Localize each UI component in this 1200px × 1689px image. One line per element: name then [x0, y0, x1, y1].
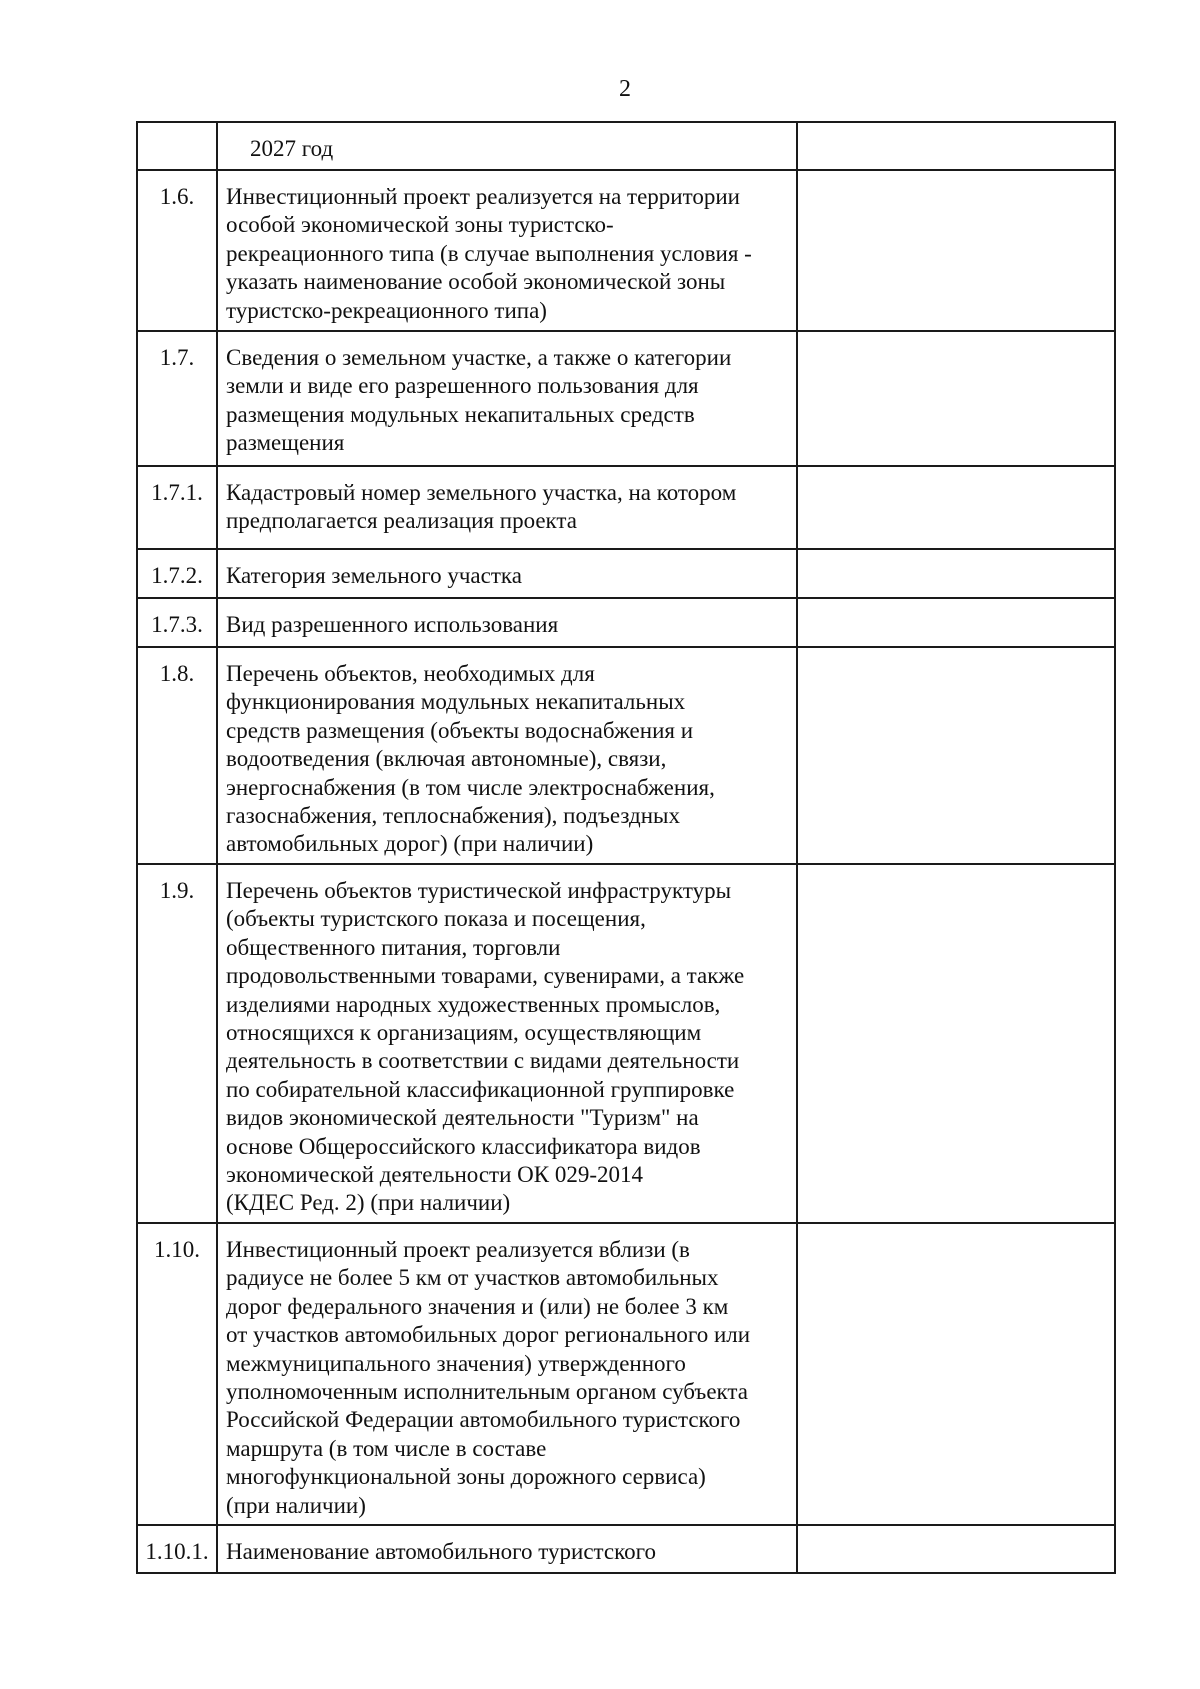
description-line: уполномоченным исполнительным органом субъекта [226, 1378, 748, 1404]
row-description-cell [217, 1223, 797, 1525]
description-line: особой экономической зоны туристско- [226, 212, 614, 238]
row-description-cell [217, 598, 797, 647]
description-line: размещения [226, 430, 345, 456]
row-description-cell [217, 1525, 797, 1573]
description-line: автомобильных дорог) (при наличии) [226, 831, 594, 857]
row-description-cell [217, 466, 797, 549]
description-line: основе Общероссийского классификатора видов [226, 1133, 701, 1159]
description-line: Категория земельного участка [226, 563, 522, 588]
description-line: указать наименование особой экономической зоны [226, 269, 726, 295]
description-line: Инвестиционный проект реализуется вблизи (в [226, 1236, 690, 1262]
description-line: (объекты туристского показа и посещения, [226, 906, 646, 932]
description-line: межмуниципального значения) утвержденного [226, 1350, 686, 1376]
table-row [137, 864, 1115, 1223]
row-number-cell [137, 122, 217, 170]
table-row [137, 549, 1115, 598]
row-number-cell: 1.7.3. [137, 598, 217, 647]
row-description-cell [217, 170, 797, 331]
table-row [137, 1525, 1115, 1573]
row-number-cell: 1.7. [137, 331, 217, 466]
row-description-cell [217, 122, 797, 170]
row-description-cell [217, 647, 797, 864]
row-description-cell [217, 331, 797, 466]
application-form-table [136, 121, 1116, 1574]
table-row [137, 122, 1115, 170]
description-line: видов экономической деятельности "Туризм" на [226, 1105, 699, 1131]
description-line: по собирательной классификационной группировке [226, 1076, 735, 1102]
description-line: дорог федерального значения и (или) не более 3 км [226, 1293, 729, 1319]
description-line: Вид разрешенного использования [226, 612, 559, 637]
description-line: размещения модульных некапитальных средств [226, 401, 695, 427]
description-line: радиусе не более 5 км от участков автомобильных [226, 1265, 719, 1291]
description-line: от участков автомобильных дорог регионального или [226, 1322, 751, 1348]
row-number-cell: 1.10. [137, 1223, 217, 1525]
description-line: Перечень объектов, необходимых для [226, 661, 595, 686]
row-value-cell [797, 170, 1115, 331]
row-value-cell [797, 331, 1115, 466]
description-line: энергоснабжения (в том числе электроснабжения, [226, 774, 715, 800]
description-line: Российской Федерации автомобильного туристского [226, 1407, 741, 1433]
row-number-cell: 1.7.2. [137, 549, 217, 598]
description-line: экономической деятельности ОК 029-2014 [226, 1162, 644, 1188]
description-line: деятельность в соответствии с видами деятельности [226, 1048, 740, 1074]
description-line: предполагается реализация проекта [226, 508, 577, 534]
row-value-cell [797, 466, 1115, 549]
row-number-cell: 1.10.1. [137, 1525, 217, 1573]
description-line: Кадастровый номер земельного участка, на котором [226, 480, 737, 505]
row-description-cell [217, 549, 797, 598]
description-line: средств размещения (объекты водоснабжения и [226, 717, 694, 743]
description-line: рекреационного типа (в случае выполнения условия - [226, 240, 752, 266]
description-line: земли и виде его разрешенного пользования для [226, 373, 699, 399]
table-row [137, 647, 1115, 864]
description-line: туристско-рекреационного типа) [226, 297, 547, 323]
table-row [137, 170, 1115, 331]
row-value-cell [797, 122, 1115, 170]
description-line: водоотведения (включая автономные), связи, [226, 746, 667, 772]
row-value-cell [797, 647, 1115, 864]
row-value-cell [797, 598, 1115, 647]
description-line: относящихся к организациям, осуществляющим [226, 1020, 702, 1046]
row-number-cell: 1.8. [137, 647, 217, 864]
row-value-cell [797, 864, 1115, 1223]
row-value-cell [797, 549, 1115, 598]
table-row [137, 598, 1115, 647]
description-line: Наименование автомобильного туристского [226, 1538, 656, 1564]
table-row [137, 331, 1115, 466]
row-value-cell [797, 1223, 1115, 1525]
row-number-cell: 1.9. [137, 864, 217, 1223]
description-line: многофункциональной зоны дорожного сервиса) [226, 1464, 706, 1490]
page-number: 2 [619, 76, 631, 102]
description-line: (при наличии) [226, 1492, 366, 1518]
table-row [137, 466, 1115, 549]
description-line: 2027 год [250, 136, 334, 161]
description-line: изделиями народных художественных промыслов, [226, 991, 721, 1017]
row-number-cell: 1.6. [137, 170, 217, 331]
description-line: Перечень объектов туристической инфраструктуры [226, 878, 732, 903]
row-number-cell: 1.7.1. [137, 466, 217, 549]
description-line: общественного питания, торговли [226, 934, 561, 960]
description-line: функционирования модульных некапитальных [226, 689, 686, 715]
row-description-cell [217, 864, 797, 1223]
description-line: Инвестиционный проект реализуется на территории [226, 184, 740, 209]
description-line: маршрута (в том числе в составе [226, 1435, 547, 1461]
description-line: (КДЕС Ред. 2) (при наличии) [226, 1190, 511, 1216]
row-value-cell [797, 1525, 1115, 1573]
description-line: газоснабжения, теплоснабжения), подъездных [226, 803, 681, 829]
table-row [137, 1223, 1115, 1525]
description-line: Сведения о земельном участке, а также о категории [226, 345, 732, 370]
description-line: продовольственными товарами, сувенирами, а также [226, 963, 745, 989]
table-body [137, 122, 1115, 1573]
